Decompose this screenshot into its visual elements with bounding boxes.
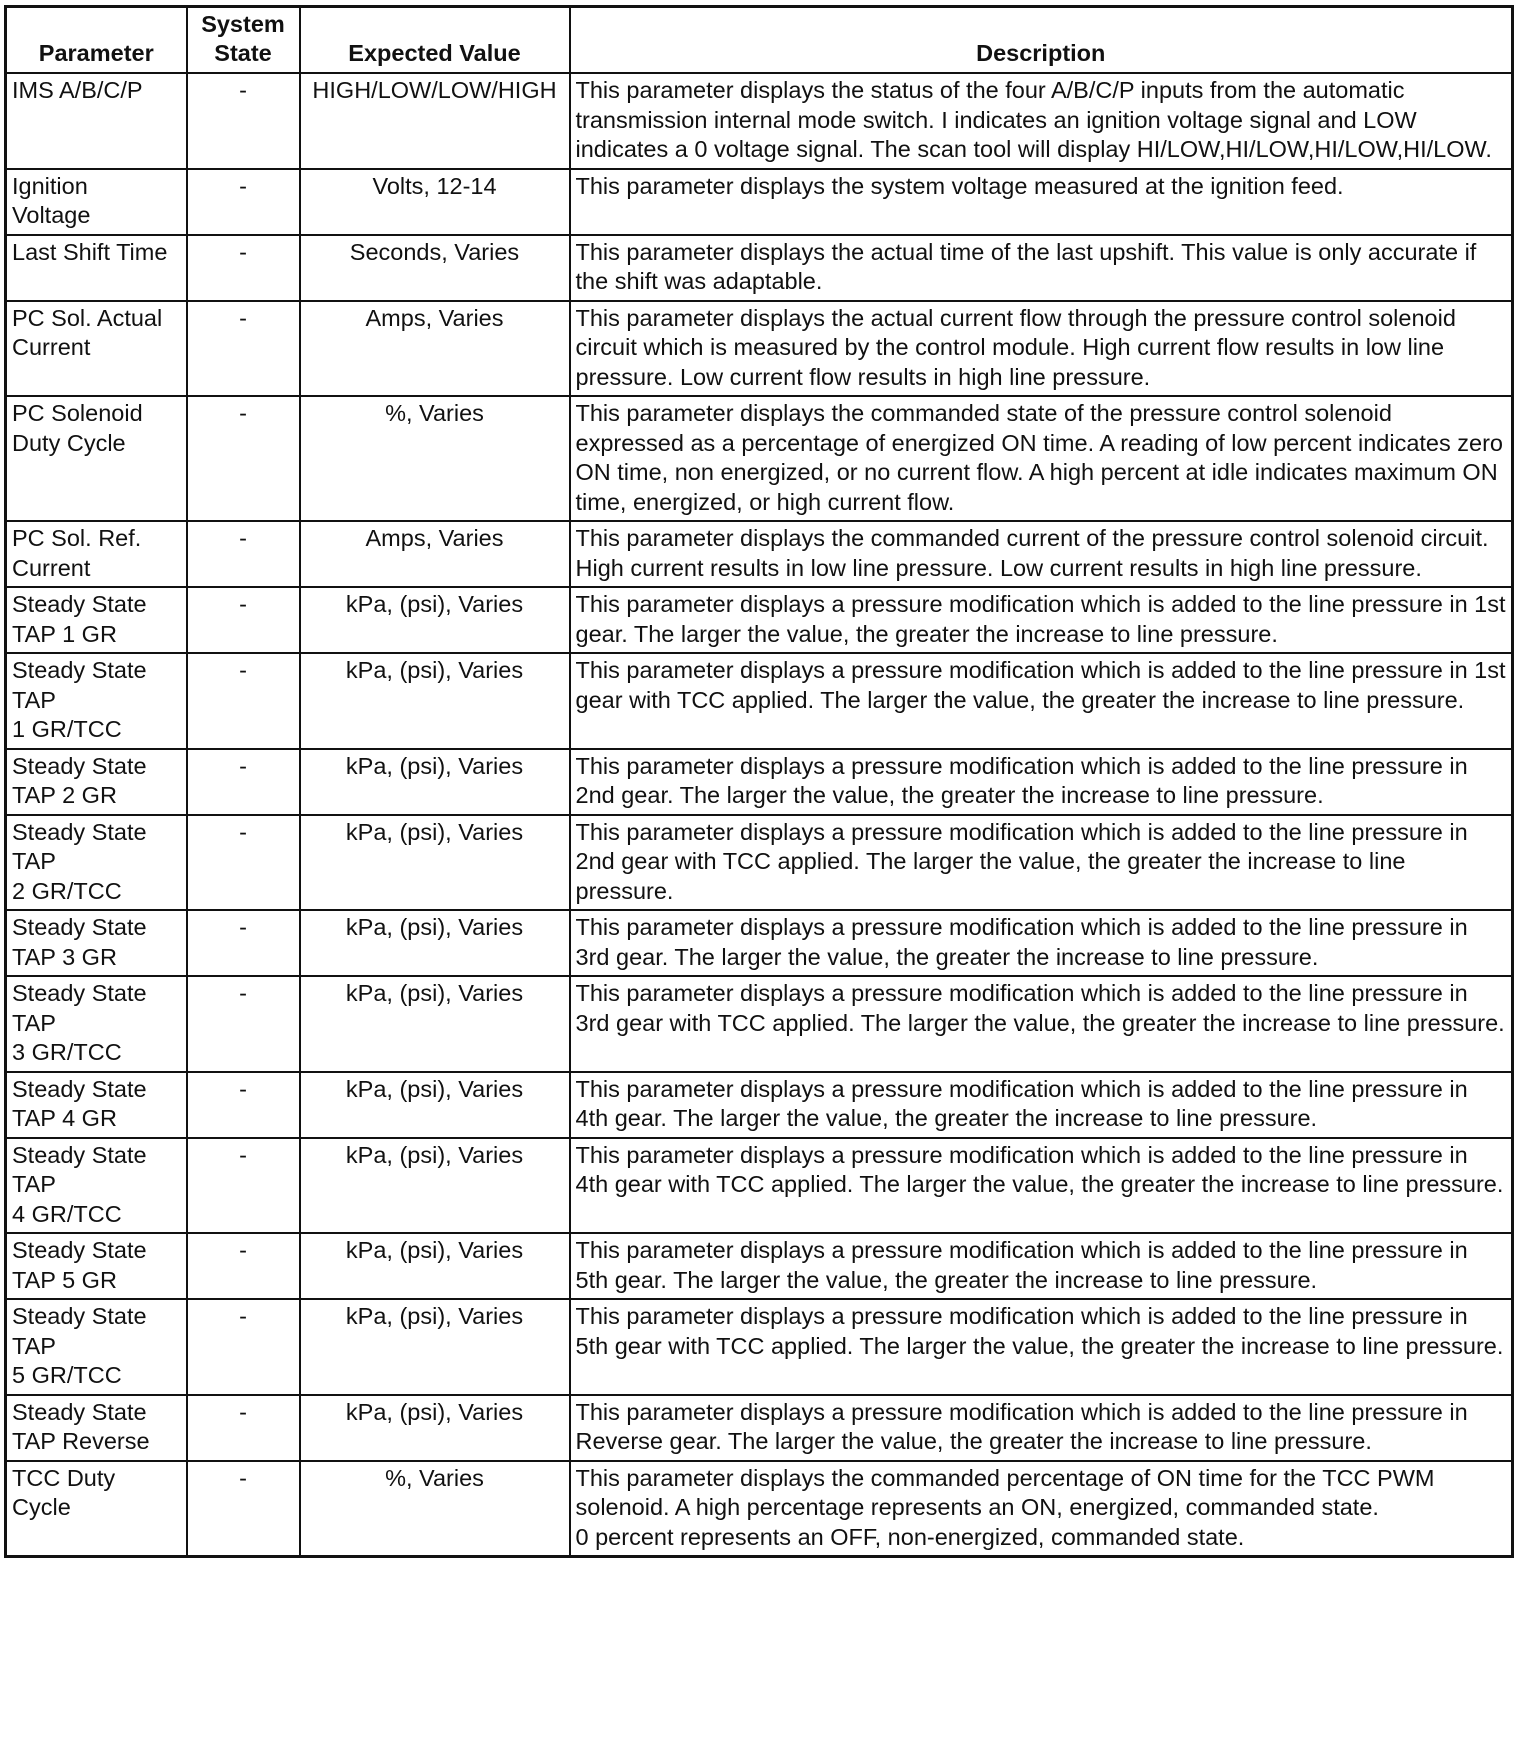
system-state-cell: - <box>187 521 300 587</box>
expected-value-cell: kPa, (psi), Varies <box>300 1299 570 1395</box>
table-row <box>6 1072 1513 1138</box>
expected-value-cell: kPa, (psi), Varies <box>300 653 570 749</box>
expected-value-cell: %, Varies <box>300 1461 570 1557</box>
system-state-cell: - <box>187 1072 300 1138</box>
expected-value-cell: Amps, Varies <box>300 521 570 587</box>
system-state-cell: - <box>187 1233 300 1299</box>
expected-value-cell: Volts, 12-14 <box>300 169 570 235</box>
system-state-cell: - <box>187 1299 300 1395</box>
table-row <box>6 815 1513 911</box>
expected-value-cell: kPa, (psi), Varies <box>300 815 570 911</box>
table-row <box>6 169 1513 235</box>
description-cell: This parameter displays the actual current flow through the pressure control solenoid circuit which is measured by the control module. High current flow results in low line pressure. Low current flow results in high line pressure. <box>570 301 1513 397</box>
parameter-cell: PC Sol. Ref. Current <box>6 521 187 587</box>
parameter-cell: Steady State TAP 1 GR <box>6 587 187 653</box>
expected-value-cell: kPa, (psi), Varies <box>300 910 570 976</box>
description-cell: This parameter displays the commanded current of the pressure control solenoid circuit. High current results in low line pressure. Low current results in high line pressure. <box>570 521 1513 587</box>
parameter-cell: Steady State TAP 5 GR/TCC <box>6 1299 187 1395</box>
system-state-cell: - <box>187 749 300 815</box>
parameter-cell: Ignition Voltage <box>6 169 187 235</box>
header-system-state: System State <box>187 7 300 74</box>
description-cell: This parameter displays the commanded percentage of ON time for the TCC PWM solenoid. A high percentage represents an ON, energized, commanded state. 0 percent represents an OFF, non-energized, commanded state. <box>570 1461 1513 1557</box>
table-row <box>6 1299 1513 1395</box>
system-state-cell: - <box>187 301 300 397</box>
expected-value-cell: Seconds, Varies <box>300 235 570 301</box>
system-state-cell: - <box>187 1461 300 1557</box>
parameter-cell: Steady State TAP 4 GR/TCC <box>6 1138 187 1234</box>
description-cell: This parameter displays a pressure modification which is added to the line pressure in 5th gear. The larger the value, the greater the increase to line pressure. <box>570 1233 1513 1299</box>
description-cell: This parameter displays a pressure modification which is added to the line pressure in 4th gear. The larger the value, the greater the increase to line pressure. <box>570 1072 1513 1138</box>
description-cell: This parameter displays a pressure modification which is added to the line pressure in 1st gear. The larger the value, the greater the increase to line pressure. <box>570 587 1513 653</box>
description-cell: This parameter displays a pressure modification which is added to the line pressure in 2nd gear. The larger the value, the greater the increase to line pressure. <box>570 749 1513 815</box>
system-state-cell: - <box>187 815 300 911</box>
expected-value-cell: %, Varies <box>300 396 570 521</box>
parameter-cell: PC Solenoid Duty Cycle <box>6 396 187 521</box>
system-state-cell: - <box>187 1395 300 1461</box>
parameter-cell: Steady State TAP 2 GR <box>6 749 187 815</box>
parameter-cell: Steady State TAP Reverse <box>6 1395 187 1461</box>
parameter-cell: Steady State TAP 2 GR/TCC <box>6 815 187 911</box>
parameter-cell: Steady State TAP 1 GR/TCC <box>6 653 187 749</box>
system-state-cell: - <box>187 1138 300 1234</box>
header-parameter: Parameter <box>6 7 187 74</box>
parameter-cell: Steady State TAP 4 GR <box>6 1072 187 1138</box>
table-row <box>6 910 1513 976</box>
table-header-row <box>6 7 1513 74</box>
parameter-cell: Steady State TAP 3 GR <box>6 910 187 976</box>
description-cell: This parameter displays a pressure modification which is added to the line pressure in 4th gear with TCC applied. The larger the value, the greater the increase to line pressure. <box>570 1138 1513 1234</box>
expected-value-cell: HIGH/LOW/LOW/HIGH <box>300 73 570 169</box>
system-state-cell: - <box>187 653 300 749</box>
description-cell: This parameter displays the status of the four A/B/C/P inputs from the automatic transmission internal mode switch. I indicates an ignition voltage signal and LOW indicates a 0 voltage signal. The scan tool will display HI/LOW,HI/LOW,HI/LOW,HI/LOW. <box>570 73 1513 169</box>
description-cell: This parameter displays a pressure modification which is added to the line pressure in 5th gear with TCC applied. The larger the value, the greater the increase to line pressure. <box>570 1299 1513 1395</box>
parameter-cell: IMS A/B/C/P <box>6 73 187 169</box>
description-cell: This parameter displays the actual time of the last upshift. This value is only accurate if the shift was adaptable. <box>570 235 1513 301</box>
table-row <box>6 976 1513 1072</box>
parameter-cell: Last Shift Time <box>6 235 187 301</box>
table-row <box>6 521 1513 587</box>
system-state-cell: - <box>187 73 300 169</box>
system-state-cell: - <box>187 235 300 301</box>
description-cell: This parameter displays a pressure modification which is added to the line pressure in 3rd gear. The larger the value, the greater the increase to line pressure. <box>570 910 1513 976</box>
expected-value-cell: kPa, (psi), Varies <box>300 1395 570 1461</box>
description-cell: This parameter displays a pressure modification which is added to the line pressure in 2nd gear with TCC applied. The larger the value, the greater the increase to line pressure. <box>570 815 1513 911</box>
parameter-cell: TCC Duty Cycle <box>6 1461 187 1557</box>
expected-value-cell: kPa, (psi), Varies <box>300 749 570 815</box>
system-state-cell: - <box>187 910 300 976</box>
description-cell: This parameter displays a pressure modification which is added to the line pressure in 3rd gear with TCC applied. The larger the value, the greater the increase to line pressure. <box>570 976 1513 1072</box>
table-row <box>6 1395 1513 1461</box>
expected-value-cell: kPa, (psi), Varies <box>300 1072 570 1138</box>
table-body <box>6 73 1513 1557</box>
system-state-cell: - <box>187 976 300 1072</box>
description-cell: This parameter displays the commanded state of the pressure control solenoid expressed as a percentage of energized ON time. A reading of low percent indicates zero ON time, non energized, or no current flow. A high percent at idle indicates maximum ON time, energized, or high current flow. <box>570 396 1513 521</box>
table-row <box>6 301 1513 397</box>
description-cell: This parameter displays a pressure modification which is added to the line pressure in 1st gear with TCC applied. The larger the value, the greater the increase to line pressure. <box>570 653 1513 749</box>
header-expected-value: Expected Value <box>300 7 570 74</box>
expected-value-cell: kPa, (psi), Varies <box>300 1138 570 1234</box>
parameter-cell: Steady State TAP 3 GR/TCC <box>6 976 187 1072</box>
table-row <box>6 587 1513 653</box>
description-cell: This parameter displays the system voltage measured at the ignition feed. <box>570 169 1513 235</box>
table-row <box>6 396 1513 521</box>
table-row <box>6 73 1513 169</box>
table-row <box>6 749 1513 815</box>
header-description: Description <box>570 7 1513 74</box>
parameter-table <box>4 5 1514 1558</box>
system-state-cell: - <box>187 587 300 653</box>
system-state-cell: - <box>187 169 300 235</box>
parameter-cell: Steady State TAP 5 GR <box>6 1233 187 1299</box>
table-row <box>6 1461 1513 1557</box>
expected-value-cell: Amps, Varies <box>300 301 570 397</box>
table-row <box>6 653 1513 749</box>
table-row <box>6 1233 1513 1299</box>
system-state-cell: - <box>187 396 300 521</box>
expected-value-cell: kPa, (psi), Varies <box>300 587 570 653</box>
expected-value-cell: kPa, (psi), Varies <box>300 976 570 1072</box>
description-cell: This parameter displays a pressure modification which is added to the line pressure in Reverse gear. The larger the value, the greater the increase to line pressure. <box>570 1395 1513 1461</box>
table-row <box>6 235 1513 301</box>
table-row <box>6 1138 1513 1234</box>
expected-value-cell: kPa, (psi), Varies <box>300 1233 570 1299</box>
document-page <box>4 5 1511 1558</box>
parameter-cell: PC Sol. Actual Current <box>6 301 187 397</box>
